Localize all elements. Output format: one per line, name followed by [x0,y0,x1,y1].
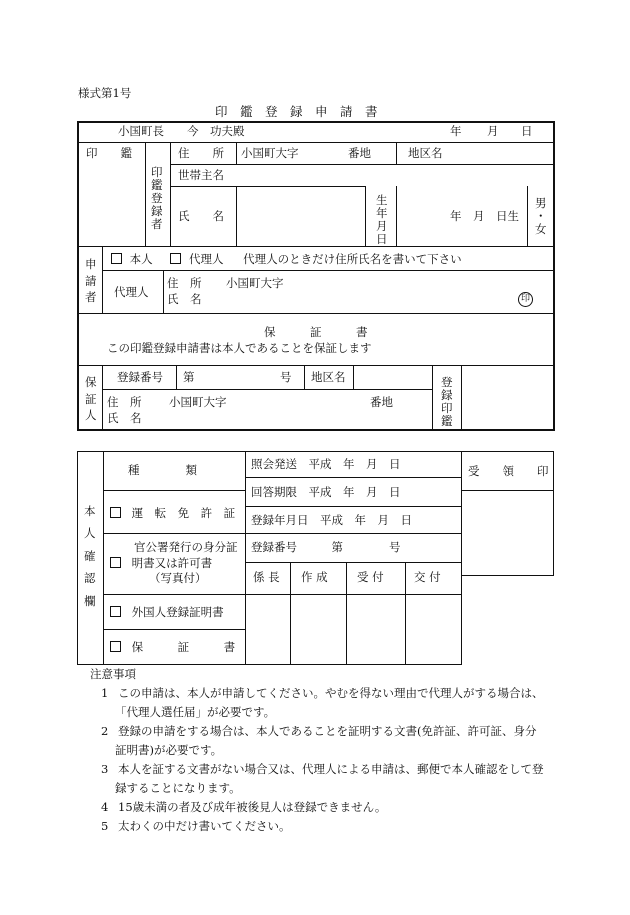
agent-address-label: 住 所 [167,276,202,290]
note-2-number: 2 [101,724,109,738]
inkan-label: 印 鑑 [86,146,132,160]
guarantor-address-value[interactable]: 小国町大字 [169,395,227,409]
checkbox-guarantee[interactable] [110,641,121,652]
doc-license-label: 運 転 免 許 証 [131,506,236,520]
doc-type-header: 種 類 [128,463,197,477]
date-day-label: 日 [521,124,533,138]
registration-number: 登録番号 第 号 [251,540,401,554]
doc-guarantee-label: 保 証 書 [131,640,236,654]
birth-date-label: 生 年 月 日 [376,193,388,246]
registrant-address-value[interactable]: 小国町大字 [241,146,299,160]
stamp-created: 作 成 [301,570,328,584]
checkbox-alien-reg[interactable] [110,606,121,617]
note-3-line2: 録することになります。 [115,781,241,795]
stamp-supervisor: 係 長 [253,570,280,584]
registrant-section-label: 印 鑑 登 録 者 [151,165,163,231]
note-4-line1: 15歳未満の者及び成年被後見人は登録できません。 [118,800,387,814]
guarantee-title: 保 証 書 [264,325,368,339]
doc-alien-label: 外国人登録証明書 [131,605,224,619]
checkbox-gov-id[interactable] [110,557,121,568]
applicant-type-row [111,253,462,266]
note-2-line2: 証明書)が必要です。 [115,743,223,757]
birth-date-units: 年 月 日生 [450,209,519,223]
registrant-banchi: 番地 [348,146,371,160]
guarantor-reg-number-label: 登録番号 [117,370,163,384]
agent-label: 代理人 [114,285,149,299]
registered-seal-label: 登 録 印 鑑 [441,375,453,428]
checkbox-self-label: 本人 [129,252,153,266]
note-5-number: 5 [101,819,109,833]
receipt-seal-label: 受 領 印 [468,464,549,478]
identity-check-label: 本 人 確 認 欄 [84,504,96,608]
guarantor-district-label: 地区名 [311,370,346,384]
registrant-district-label: 地区名 [408,146,443,160]
application-form [77,121,555,431]
inquiry-sent: 照会発送 平成 年 月 日 [251,457,401,471]
doc-guarantee-row [110,641,235,654]
guarantor-banchi: 番地 [370,395,393,409]
sex-label[interactable]: 男 ・ 女 [535,196,547,236]
guarantor-gou: 号 [280,370,292,384]
page-title: 印 鑑 登 録 申 請 書 [215,104,378,119]
note-4-number: 4 [101,800,109,814]
doc-license-row [110,507,235,520]
form-number: 様式第1号 [78,86,132,100]
guarantor-dai: 第 [183,370,195,384]
doc-gov-row [110,557,212,570]
applicant-section-label: 申 請 者 [85,257,97,305]
agent-name-label: 氏 名 [167,292,202,306]
date-year-label: 年 [450,124,462,138]
checkbox-agent-label: 代理人 [188,252,224,266]
doc-gov-line1: 官公署発行の身分証 [134,540,238,554]
applicant-instruction: 代理人のときだけ住所氏名を書いて下さい [243,252,462,266]
checkbox-agent[interactable] [170,253,181,264]
note-3-number: 3 [101,762,109,776]
agent-address-value[interactable]: 小国町大字 [226,276,284,290]
note-1-line1: この申請は、本人が申請してください。やむを得ない理由で代理人がする場合は、 [118,686,544,700]
checkbox-license[interactable] [110,507,121,518]
registrant-address-label: 住 所 [178,146,224,160]
note-3-line1: 本人を証する文書がない場合又は、代理人による申請は、郵便で本人確認をして登 [118,762,544,776]
date-month-label: 月 [487,124,499,138]
registrant-name-label: 氏 名 [178,209,224,223]
addressee: 小国町長 今 功夫殿 [118,124,245,138]
seal-mark-icon: 印 [518,292,533,307]
doc-alien-row [110,606,224,619]
doc-gov-line3: （写真付） [149,571,207,585]
note-2-line1: 登録の申請をする場合は、本人であることを証明する文書(免許証、許可証、身分 [118,724,537,738]
guarantor-section-label: 保 証 人 [85,375,97,423]
stamp-issued: 交 付 [414,570,441,584]
stamp-received: 受 付 [357,570,384,584]
guarantee-statement: この印鑑登録申請書は本人であることを保証します [107,341,372,355]
note-5-line1: 太わくの中だけ書いてください。 [118,819,291,833]
checkbox-self[interactable] [111,253,122,264]
note-1-line2: 「代理人選任届」が必要です。 [115,705,276,719]
notes-heading: 注意事項 [90,667,136,681]
guarantor-address-label: 住 所 [107,395,142,409]
doc-gov-line2: 明書又は許可書 [131,556,213,570]
reply-deadline: 回答期限 平成 年 月 日 [251,485,401,499]
head-of-household-label: 世帯主名 [178,168,224,182]
note-1-number: 1 [101,686,109,700]
guarantor-name-label: 氏 名 [107,411,142,425]
registration-date: 登録年月日 平成 年 月 日 [251,513,412,527]
